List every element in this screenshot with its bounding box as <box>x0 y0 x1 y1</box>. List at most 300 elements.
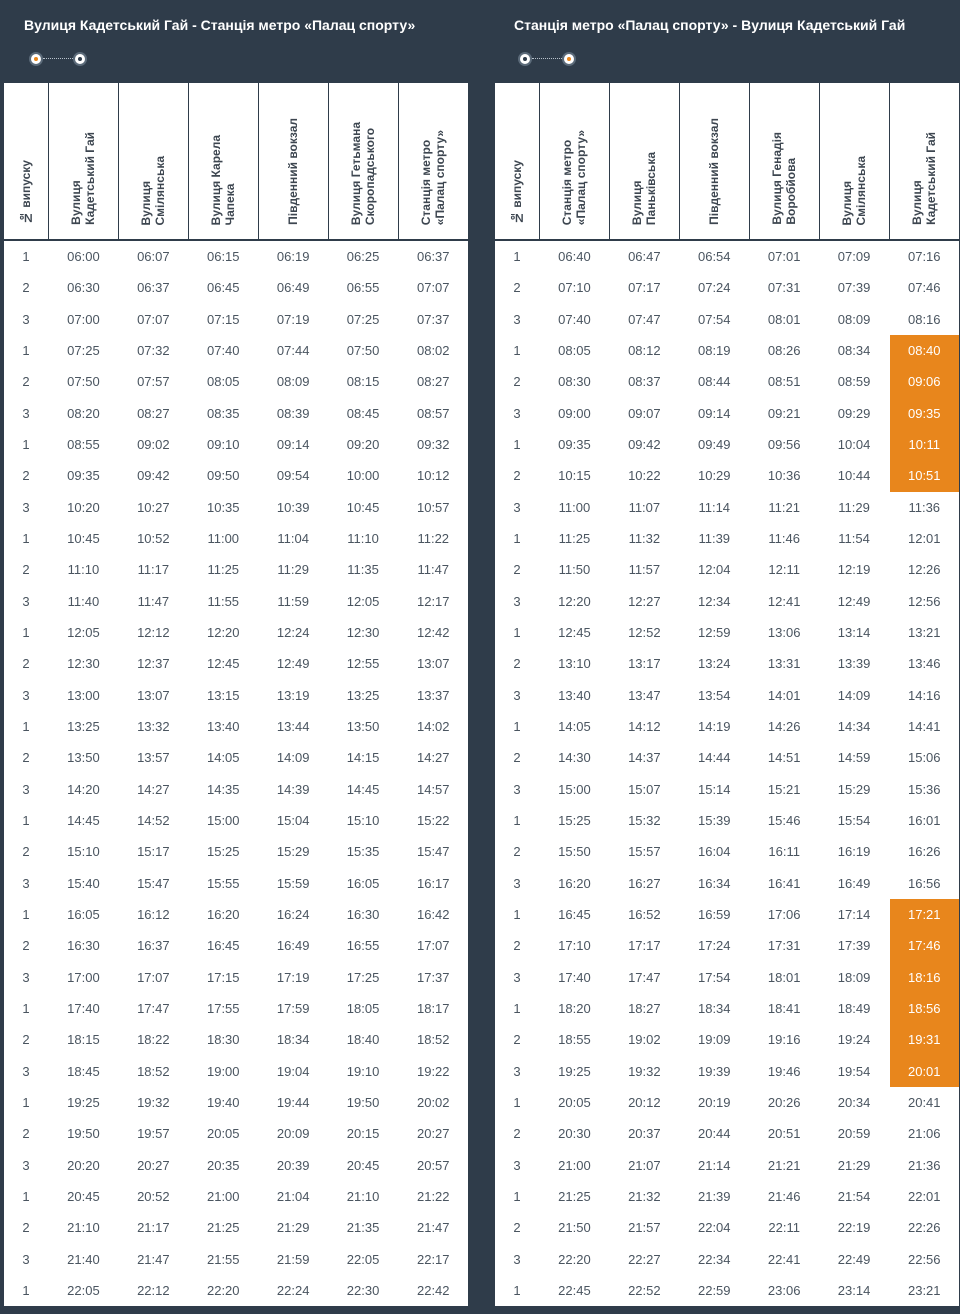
column-header-label: Станція метро «Палац спорту» <box>419 129 448 225</box>
release-number-cell: 2 <box>4 1212 49 1243</box>
departure-time-cell: 12:55 <box>328 648 398 679</box>
column-header-stop <box>889 83 959 240</box>
departure-time-cell: 10:39 <box>258 492 328 523</box>
departure-time-cell: 17:24 <box>679 930 749 961</box>
departure-time-cell: 09:10 <box>188 429 258 460</box>
departure-time-cell: 20:01 <box>889 1056 959 1087</box>
table-row <box>495 1087 959 1118</box>
departure-time-cell: 15:25 <box>540 805 610 836</box>
departure-time-cell: 15:39 <box>679 805 749 836</box>
header-row <box>4 83 468 240</box>
departure-time-cell: 14:16 <box>907 687 941 703</box>
departure-time-cell: 13:44 <box>258 711 328 742</box>
departure-time-cell: 22:59 <box>679 1275 749 1306</box>
direction-dot-2[interactable] <box>562 52 576 66</box>
departure-time-cell: 11:47 <box>417 562 450 578</box>
table-row <box>4 398 468 429</box>
departure-time-cell: 13:50 <box>328 711 398 742</box>
column-header-stop <box>49 83 119 240</box>
release-number-cell: 3 <box>495 1244 540 1275</box>
departure-time-cell: 15:00 <box>188 805 258 836</box>
departure-time-cell: 08:51 <box>749 366 819 397</box>
departure-time-cell: 14:41 <box>907 719 941 735</box>
departure-time-cell: 16:12 <box>118 899 188 930</box>
direction-dot-1[interactable] <box>518 52 532 66</box>
departure-time-cell: 17:10 <box>540 930 610 961</box>
departure-time-cell: 07:44 <box>258 335 328 366</box>
table-row <box>495 993 959 1024</box>
departure-time-cell: 08:39 <box>258 398 328 429</box>
column-header-label: Південний вокзал <box>286 118 301 225</box>
departure-time-cell: 19:46 <box>749 1056 819 1087</box>
departure-time-cell: 16:56 <box>907 875 941 891</box>
departure-time-cell: 07:31 <box>749 272 819 303</box>
departure-time-cell: 06:07 <box>118 240 188 272</box>
departure-time-cell: 20:45 <box>328 1150 398 1181</box>
departure-time-cell: 12:11 <box>749 554 819 585</box>
departure-time-cell: 21:29 <box>819 1150 889 1181</box>
departure-time-cell: 21:04 <box>258 1181 328 1212</box>
column-header-label: Вулиця Паньківська <box>630 151 659 225</box>
departure-time-cell: 11:32 <box>609 523 679 554</box>
table-row <box>4 586 468 617</box>
departure-time-cell: 08:45 <box>328 398 398 429</box>
departure-time-cell: 19:44 <box>258 1087 328 1118</box>
departure-time-cell: 13:06 <box>749 617 819 648</box>
departure-time-cell: 14:12 <box>609 711 679 742</box>
departure-time-cell: 10:52 <box>118 523 188 554</box>
departure-time-cell: 17:07 <box>416 938 450 954</box>
release-number-cell: 3 <box>4 1244 49 1275</box>
departure-time-cell: 21:59 <box>258 1244 328 1275</box>
route-panel-right <box>494 0 960 1306</box>
table-row <box>4 1024 468 1055</box>
table-row <box>4 805 468 836</box>
table-row <box>495 460 959 491</box>
departure-time-cell: 11:29 <box>258 554 328 585</box>
table-row <box>4 1150 468 1181</box>
departure-time-cell: 16:26 <box>907 844 941 860</box>
departure-time-cell: 17:00 <box>49 962 119 993</box>
table-row <box>495 962 959 993</box>
departure-time-cell: 17:25 <box>328 962 398 993</box>
departure-time-cell: 22:05 <box>49 1275 119 1306</box>
release-number-cell: 2 <box>4 460 49 491</box>
departure-time-cell: 06:49 <box>258 272 328 303</box>
departure-time-cell: 13:25 <box>49 711 119 742</box>
departure-time-cell: 18:27 <box>609 993 679 1024</box>
schedule-table <box>495 83 959 1306</box>
departure-time-cell: 11:00 <box>188 523 258 554</box>
departure-time-cell: 17:54 <box>679 962 749 993</box>
departure-time-cell: 18:01 <box>749 962 819 993</box>
table-row <box>495 272 959 303</box>
release-number-cell: 1 <box>495 335 540 366</box>
departure-time-cell: 14:05 <box>188 742 258 773</box>
departure-time-cell: 15:25 <box>188 836 258 867</box>
table-row <box>495 1056 959 1087</box>
table-row <box>4 366 468 397</box>
departure-time-cell: 16:37 <box>118 930 188 961</box>
departure-time-cell: 07:25 <box>49 335 119 366</box>
table-row <box>495 304 959 335</box>
release-number-cell: 1 <box>495 711 540 742</box>
departure-time-cell: 16:49 <box>819 868 889 899</box>
departure-time-cell: 08:16 <box>907 311 941 327</box>
departure-time-cell: 17:15 <box>188 962 258 993</box>
departure-time-cell: 06:47 <box>609 240 679 272</box>
departure-time-cell: 11:57 <box>609 554 679 585</box>
departure-time-cell: 19:25 <box>49 1087 119 1118</box>
release-number-cell: 2 <box>495 742 540 773</box>
departure-time-cell: 12:37 <box>118 648 188 679</box>
departure-time-cell: 13:37 <box>416 687 450 703</box>
departure-time-cell: 07:57 <box>118 366 188 397</box>
table-row <box>495 868 959 899</box>
departure-time-cell: 12:20 <box>188 617 258 648</box>
departure-time-cell: 12:05 <box>328 586 398 617</box>
departure-time-cell: 16:01 <box>907 813 941 829</box>
table-row <box>4 774 468 805</box>
departure-time-cell: 19:57 <box>118 1118 188 1149</box>
departure-time-cell: 07:10 <box>540 272 610 303</box>
departure-time-cell: 20:19 <box>679 1087 749 1118</box>
departure-time-cell: 07:07 <box>118 304 188 335</box>
departure-time-cell: 15:04 <box>258 805 328 836</box>
departure-time-cell: 22:34 <box>679 1244 749 1275</box>
departure-time-cell: 22:27 <box>609 1244 679 1275</box>
release-number-cell: 2 <box>495 460 540 491</box>
departure-time-cell: 14:37 <box>609 742 679 773</box>
departure-time-cell: 18:40 <box>328 1024 398 1055</box>
column-header-label: Вулиця Карела Чапека <box>209 134 238 225</box>
departure-time-cell: 16:24 <box>258 899 328 930</box>
departure-time-cell: 19:39 <box>679 1056 749 1087</box>
departure-time-cell: 12:20 <box>540 586 610 617</box>
departure-time-cell: 12:27 <box>609 586 679 617</box>
table-row <box>4 617 468 648</box>
release-number-cell: 2 <box>495 1212 540 1243</box>
departure-time-cell: 21:29 <box>258 1212 328 1243</box>
departure-time-cell: 20:02 <box>416 1095 450 1111</box>
departure-time-cell: 12:04 <box>679 554 749 585</box>
release-number-cell: 2 <box>495 930 540 961</box>
direction-toggle[interactable] <box>29 52 85 66</box>
departure-time-cell: 13:39 <box>819 648 889 679</box>
departure-time-cell: 13:31 <box>749 648 819 679</box>
departure-time-cell: 20:37 <box>609 1118 679 1149</box>
column-header-label: Станція метро «Палац спорту» <box>560 129 589 225</box>
departure-time-cell: 13:15 <box>188 680 258 711</box>
departure-time-cell: 08:27 <box>416 374 450 390</box>
departure-time-cell: 18:34 <box>258 1024 328 1055</box>
departure-time-cell: 21:21 <box>749 1150 819 1181</box>
departure-time-cell: 17:06 <box>749 899 819 930</box>
release-number-cell: 3 <box>495 1150 540 1181</box>
release-number-cell: 1 <box>4 805 49 836</box>
departure-time-cell: 21:47 <box>416 1220 450 1236</box>
departure-time-cell: 11:40 <box>49 586 119 617</box>
panel-header <box>3 0 469 83</box>
release-number-cell: 3 <box>495 304 540 335</box>
departure-time-cell: 06:00 <box>49 240 119 272</box>
table-row <box>495 429 959 460</box>
release-number-cell: 3 <box>4 868 49 899</box>
departure-time-cell: 18:34 <box>679 993 749 1024</box>
departure-time-cell: 15:14 <box>679 774 749 805</box>
departure-time-cell: 21:55 <box>188 1244 258 1275</box>
departure-time-cell: 08:05 <box>540 335 610 366</box>
departure-time-cell: 10:22 <box>609 460 679 491</box>
departure-time-cell: 06:54 <box>679 240 749 272</box>
departure-time-cell: 09:50 <box>188 460 258 491</box>
departure-time-cell: 14:34 <box>819 711 889 742</box>
release-number-cell: 1 <box>4 993 49 1024</box>
departure-time-cell: 13:40 <box>540 680 610 711</box>
departure-time-cell: 12:56 <box>907 593 941 609</box>
departure-time-cell: 13:07 <box>118 680 188 711</box>
release-number-cell: 3 <box>4 962 49 993</box>
departure-time-cell: 15:55 <box>188 868 258 899</box>
departure-time-cell: 20:57 <box>416 1157 450 1173</box>
table-row <box>495 398 959 429</box>
departure-time-cell: 10:00 <box>328 460 398 491</box>
departure-time-cell: 13:47 <box>609 680 679 711</box>
departure-time-cell: 14:44 <box>679 742 749 773</box>
table-row <box>495 366 959 397</box>
table-row <box>4 240 468 272</box>
table-row <box>4 1087 468 1118</box>
table-row <box>495 711 959 742</box>
departure-time-cell: 22:30 <box>328 1275 398 1306</box>
departure-time-cell: 10:12 <box>416 468 450 484</box>
departure-time-cell: 07:47 <box>609 304 679 335</box>
departure-time-cell: 20:44 <box>679 1118 749 1149</box>
departure-time-cell: 11:10 <box>328 523 398 554</box>
table-row <box>4 648 468 679</box>
table-row <box>495 774 959 805</box>
departure-time-cell: 07:07 <box>416 280 450 296</box>
departure-time-cell: 15:07 <box>609 774 679 805</box>
departure-time-cell: 09:32 <box>416 437 450 453</box>
release-number-cell: 1 <box>4 1087 49 1118</box>
departure-time-cell: 14:27 <box>416 750 450 766</box>
departure-time-cell: 13:50 <box>49 742 119 773</box>
departure-time-cell: 11:14 <box>679 492 749 523</box>
departure-time-cell: 14:45 <box>49 805 119 836</box>
departure-time-cell: 12:34 <box>679 586 749 617</box>
departure-time-cell: 22:26 <box>907 1220 941 1236</box>
column-header-stop <box>258 83 328 240</box>
release-number-cell: 3 <box>495 1056 540 1087</box>
departure-time-cell: 17:40 <box>49 993 119 1024</box>
column-header-stop <box>398 83 468 240</box>
departure-time-cell: 15:00 <box>540 774 610 805</box>
departure-time-cell: 13:10 <box>540 648 610 679</box>
departure-time-cell: 08:37 <box>609 366 679 397</box>
departure-time-cell: 16:20 <box>188 899 258 930</box>
release-number-cell: 2 <box>4 1118 49 1149</box>
release-number-cell: 3 <box>4 1150 49 1181</box>
departure-time-cell: 16:55 <box>328 930 398 961</box>
departure-time-cell: 13:17 <box>609 648 679 679</box>
departure-time-cell: 07:01 <box>749 240 819 272</box>
departure-time-cell: 12:12 <box>118 617 188 648</box>
release-number-cell: 1 <box>495 523 540 554</box>
departure-time-cell: 17:47 <box>609 962 679 993</box>
departure-time-cell: 08:15 <box>328 366 398 397</box>
release-number-cell: 2 <box>495 836 540 867</box>
departure-time-cell: 13:46 <box>907 656 941 672</box>
departure-time-cell: 09:29 <box>819 398 889 429</box>
departure-time-cell: 12:17 <box>416 593 450 609</box>
column-header-label: Вулиця Гетьмана Скоропадського <box>349 121 378 225</box>
departure-time-cell: 22:56 <box>907 1251 941 1267</box>
departure-time-cell: 21:10 <box>49 1212 119 1243</box>
departure-time-cell: 09:42 <box>609 429 679 460</box>
departure-time-cell: 13:00 <box>49 680 119 711</box>
departure-time-cell: 22:05 <box>328 1244 398 1275</box>
departure-time-cell: 10:27 <box>118 492 188 523</box>
departure-time-cell: 14:27 <box>118 774 188 805</box>
table-row <box>495 836 959 867</box>
departure-time-cell: 10:04 <box>819 429 889 460</box>
release-number-cell: 2 <box>4 648 49 679</box>
departure-time-cell: 07:09 <box>819 240 889 272</box>
departure-time-cell: 22:42 <box>416 1282 450 1298</box>
departure-time-cell: 20:20 <box>49 1150 119 1181</box>
departure-time-cell: 22:11 <box>749 1212 819 1243</box>
departure-time-cell: 09:35 <box>540 429 610 460</box>
departure-time-cell: 09:02 <box>118 429 188 460</box>
header-row <box>495 83 959 240</box>
departure-time-cell: 10:44 <box>819 460 889 491</box>
departure-time-cell: 21:25 <box>540 1181 610 1212</box>
departure-time-cell: 12:41 <box>749 586 819 617</box>
departure-time-cell: 15:47 <box>118 868 188 899</box>
table-row <box>4 1056 468 1087</box>
table-row <box>495 680 959 711</box>
release-number-cell: 3 <box>495 868 540 899</box>
release-number-cell: 1 <box>4 899 49 930</box>
table-row <box>4 429 468 460</box>
column-header-stop <box>540 83 610 240</box>
direction-toggle[interactable] <box>518 52 574 66</box>
departure-time-cell: 19:16 <box>749 1024 819 1055</box>
departure-time-cell: 15:32 <box>609 805 679 836</box>
departure-time-cell: 19:50 <box>328 1087 398 1118</box>
release-number-cell: 3 <box>4 1056 49 1087</box>
departure-time-cell: 12:42 <box>416 625 450 641</box>
departure-time-cell: 12:49 <box>258 648 328 679</box>
table-row <box>4 962 468 993</box>
departure-time-cell: 08:27 <box>118 398 188 429</box>
direction-dot-2[interactable] <box>73 52 87 66</box>
departure-time-cell: 16:52 <box>609 899 679 930</box>
departure-time-cell: 19:54 <box>819 1056 889 1087</box>
departure-time-cell: 21:25 <box>188 1212 258 1243</box>
departure-time-cell: 20:59 <box>819 1118 889 1149</box>
departure-time-cell: 11:25 <box>540 523 610 554</box>
departure-time-cell: 21:17 <box>118 1212 188 1243</box>
table-row <box>495 1118 959 1149</box>
departure-time-cell: 15:29 <box>258 836 328 867</box>
departure-time-cell: 21:07 <box>609 1150 679 1181</box>
route-panel-left <box>3 0 469 1306</box>
departure-time-cell: 07:37 <box>416 311 450 327</box>
release-number-cell: 3 <box>495 492 540 523</box>
table-row <box>4 1181 468 1212</box>
departure-time-cell: 12:24 <box>258 617 328 648</box>
departure-time-cell: 19:32 <box>118 1087 188 1118</box>
departure-time-cell: 14:45 <box>328 774 398 805</box>
departure-time-cell: 07:50 <box>328 335 398 366</box>
release-number-cell: 1 <box>495 1181 540 1212</box>
departure-time-cell: 07:15 <box>188 304 258 335</box>
departure-time-cell: 22:52 <box>609 1275 679 1306</box>
direction-dot-1[interactable] <box>29 52 43 66</box>
departure-time-cell: 13:14 <box>819 617 889 648</box>
departure-time-cell: 11:54 <box>819 523 889 554</box>
release-number-cell: 3 <box>495 962 540 993</box>
departure-time-cell: 07:40 <box>540 304 610 335</box>
release-number-cell: 3 <box>495 398 540 429</box>
departure-time-cell: 23:14 <box>819 1275 889 1306</box>
departure-time-cell: 20:26 <box>749 1087 819 1118</box>
departure-time-cell: 15:36 <box>907 781 941 797</box>
departure-time-cell: 16:19 <box>819 836 889 867</box>
departure-time-cell: 17:14 <box>819 899 889 930</box>
table-row <box>4 1275 468 1306</box>
release-number-cell: 2 <box>4 742 49 773</box>
table-row <box>4 460 468 491</box>
departure-time-cell: 16:27 <box>609 868 679 899</box>
departure-time-cell: 18:09 <box>819 962 889 993</box>
departure-time-cell: 18:41 <box>749 993 819 1024</box>
departure-time-cell: 18:30 <box>188 1024 258 1055</box>
departure-time-cell: 15:40 <box>49 868 119 899</box>
departure-time-cell: 22:20 <box>540 1244 610 1275</box>
departure-time-cell: 07:16 <box>907 249 941 265</box>
departure-time-cell: 12:59 <box>679 617 749 648</box>
departure-time-cell: 08:20 <box>49 398 119 429</box>
departure-time-cell: 12:30 <box>49 648 119 679</box>
release-number-cell: 1 <box>4 335 49 366</box>
departure-time-cell: 17:17 <box>609 930 679 961</box>
departure-time-cell: 11:35 <box>328 554 398 585</box>
table-row <box>4 523 468 554</box>
table-row <box>495 492 959 523</box>
departure-time-cell: 16:42 <box>416 907 450 923</box>
route-title: Вулиця Кадетський Гай - Станція метро «Палац спорту» <box>24 17 416 33</box>
departure-time-cell: 14:05 <box>540 711 610 742</box>
departure-time-cell: 15:21 <box>749 774 819 805</box>
table-row <box>495 899 959 930</box>
table-row <box>495 648 959 679</box>
departure-time-cell: 18:05 <box>328 993 398 1024</box>
departure-time-cell: 08:01 <box>749 304 819 335</box>
table-row <box>495 554 959 585</box>
departure-time-cell: 06:37 <box>118 272 188 303</box>
table-row <box>4 993 468 1024</box>
column-header-stop <box>118 83 188 240</box>
release-number-cell: 3 <box>495 586 540 617</box>
departure-time-cell: 20:41 <box>907 1095 941 1111</box>
departure-time-cell: 23:06 <box>749 1275 819 1306</box>
release-number-cell: 3 <box>4 398 49 429</box>
release-number-cell: 1 <box>495 429 540 460</box>
departure-time-cell: 12:26 <box>907 562 941 578</box>
